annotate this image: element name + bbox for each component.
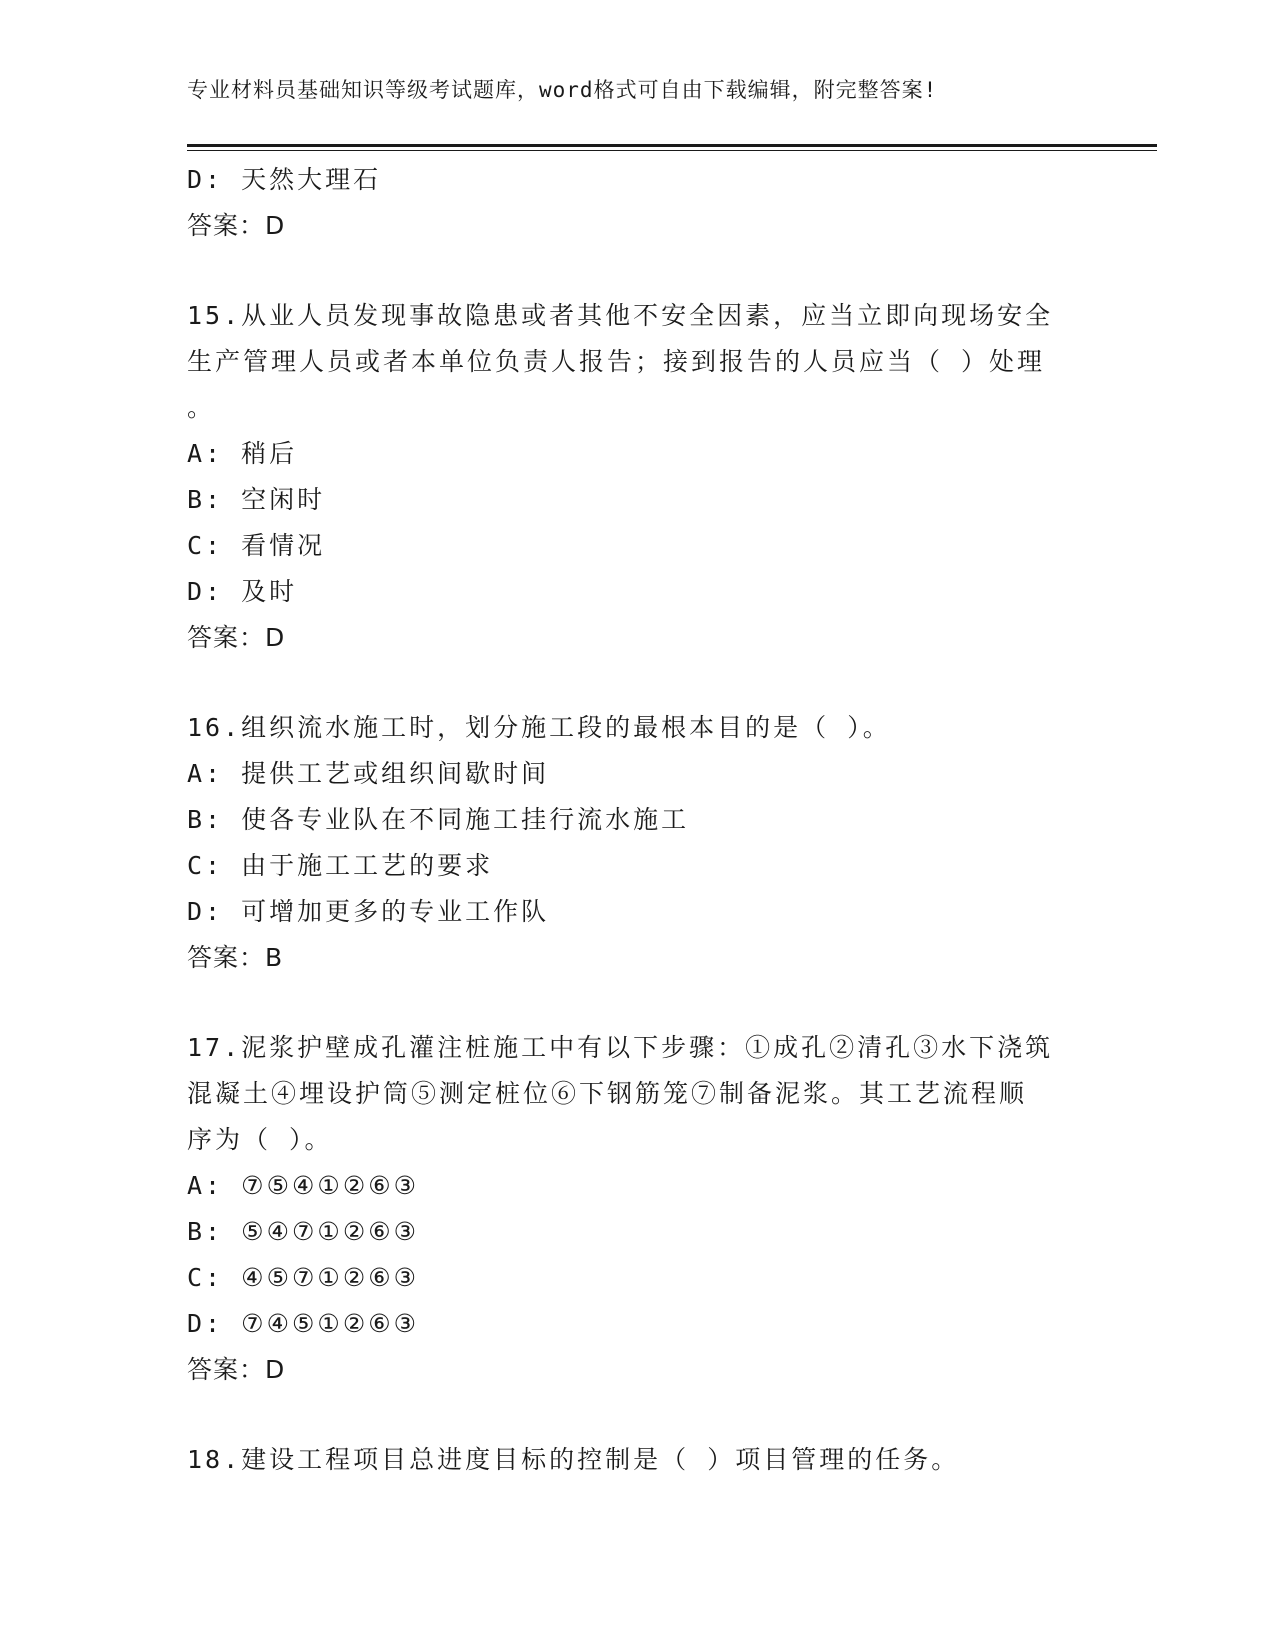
option-label: D: (187, 897, 224, 926)
option-text: ⑦⑤④①②⑥③ (241, 1171, 420, 1200)
option-text: 天然大理石 (241, 165, 382, 194)
question-stem-line: 16.组织流水施工时，划分施工段的最根本目的是（ ）。 (187, 713, 891, 742)
option-label: A: (187, 439, 224, 468)
question-stem-line: 。 (187, 393, 216, 422)
option-text: 看情况 (241, 531, 326, 560)
option-label: D: (187, 165, 224, 194)
option-c (187, 843, 1087, 889)
option-b (187, 1209, 1087, 1255)
option-text: 提供工艺或组织间歇时间 (241, 759, 550, 788)
question-18 (187, 1437, 1087, 1483)
option-b (187, 477, 1087, 523)
answer-line: 答案：D (187, 211, 286, 240)
option-label: B: (187, 805, 224, 834)
option-label: C: (187, 531, 224, 560)
header-rule-thick (187, 144, 1157, 147)
option-text: ⑤④⑦①②⑥③ (241, 1217, 420, 1246)
question-stem-line: 18.建设工程项目总进度目标的控制是（ ）项目管理的任务。 (187, 1445, 960, 1474)
page-header: 专业材料员基础知识等级考试题库，word格式可自由下载编辑，附完整答案! (187, 78, 938, 102)
option-a (187, 431, 1087, 477)
question-17 (187, 1025, 1087, 1393)
option-a (187, 1163, 1087, 1209)
document-body (187, 157, 1087, 1483)
option-label: A: (187, 1171, 224, 1200)
question-stem-line: 混凝土④埋设护筒⑤测定桩位⑥下钢筋笼⑦制备泥浆。其工艺流程顺 (187, 1079, 1028, 1108)
option-label: B: (187, 1217, 224, 1246)
question-15 (187, 293, 1087, 661)
option-d (187, 157, 1087, 203)
option-label: C: (187, 851, 224, 880)
option-a (187, 751, 1087, 797)
header-rule-thin (187, 150, 1157, 151)
option-text: ④⑤⑦①②⑥③ (241, 1263, 420, 1292)
option-c (187, 523, 1087, 569)
option-label: D: (187, 577, 224, 606)
option-text: 稍后 (241, 439, 298, 468)
option-label: B: (187, 485, 224, 514)
option-text: ⑦④⑤①②⑥③ (241, 1309, 420, 1338)
option-b (187, 797, 1087, 843)
option-d (187, 569, 1087, 615)
option-label: D: (187, 1309, 224, 1338)
question-stem-line: 17.泥浆护壁成孔灌注桩施工中有以下步骤：①成孔②清孔③水下浇筑 (187, 1033, 1054, 1062)
option-d (187, 889, 1087, 935)
option-c (187, 1255, 1087, 1301)
answer-line: 答案：D (187, 623, 286, 652)
answer-line: 答案：D (187, 1355, 286, 1384)
option-text: 使各专业队在不同施工挂行流水施工 (241, 805, 690, 834)
option-label: C: (187, 1263, 224, 1292)
question-stem-line: 生产管理人员或者本单位负责人报告；接到报告的人员应当（ ）处理 (187, 347, 1046, 376)
option-text: 空闲时 (241, 485, 326, 514)
option-label: A: (187, 759, 224, 788)
option-text: 及时 (241, 577, 298, 606)
question-stem-line: 15.从业人员发现事故隐患或者其他不安全因素，应当立即向现场安全 (187, 301, 1054, 330)
option-text: 由于施工工艺的要求 (241, 851, 494, 880)
option-d (187, 1301, 1087, 1347)
answer-line: 答案：B (187, 943, 284, 972)
question-stem-line: 序为（ ）。 (187, 1125, 333, 1154)
option-text: 可增加更多的专业工作队 (241, 897, 550, 926)
question-16 (187, 705, 1087, 981)
